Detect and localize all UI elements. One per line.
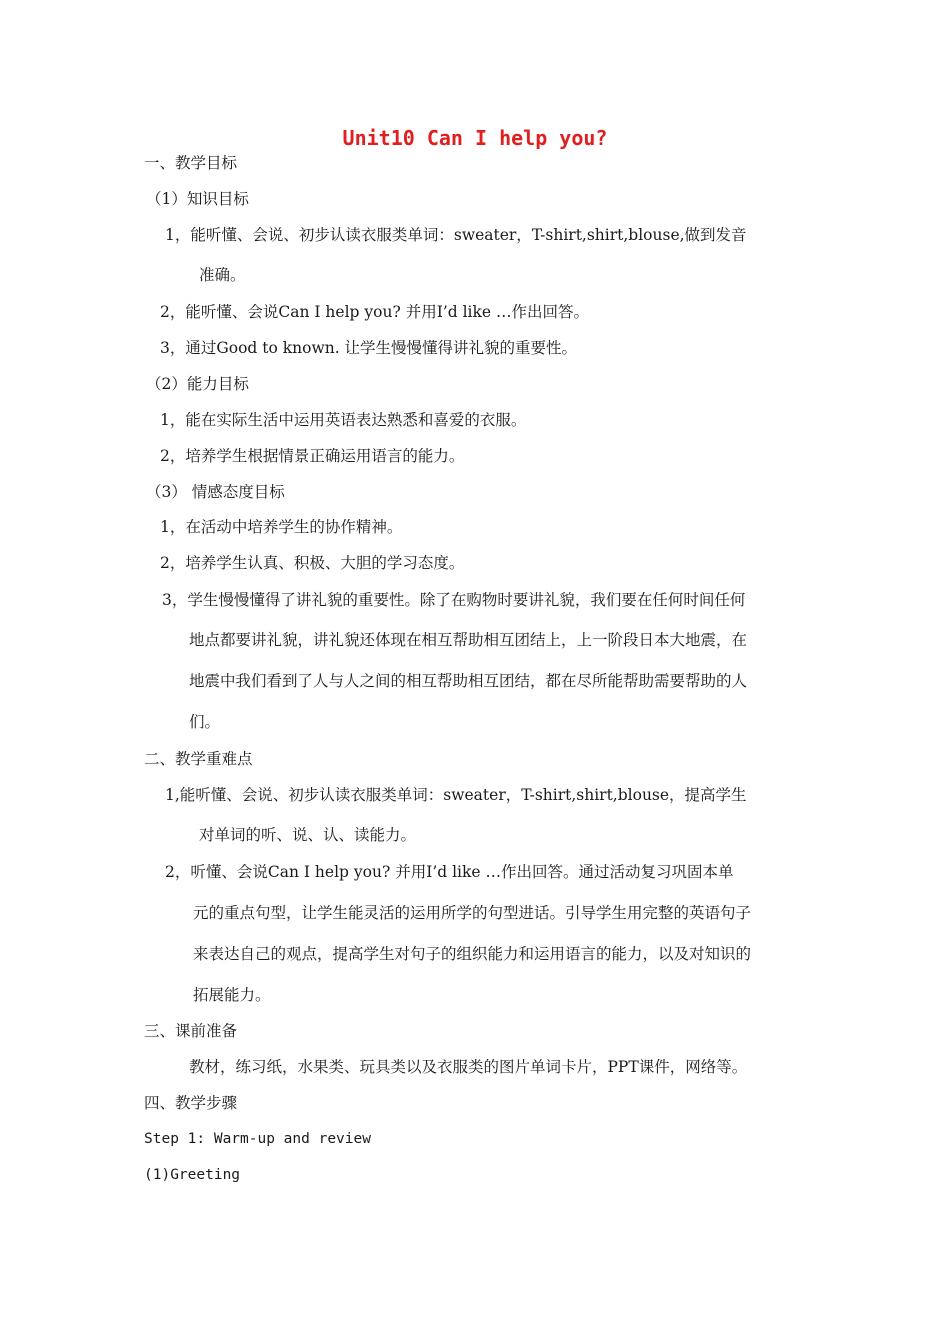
paragraph-line: 3，通过Good to known. 让学生慢慢懂得讲礼貌的重要性。 [160, 339, 578, 357]
subheading-ability: （2）能力目标 [146, 375, 249, 393]
paragraph-line: 地震中我们看到了人与人之间的相互帮助相互团结，都在尽所能帮助需要帮助的人 [189, 672, 748, 690]
paragraph-line: 来表达自己的观点，提高学生对句子的组织能力和运用语言的能力，以及对知识的 [193, 945, 752, 963]
paragraph-line: 元的重点句型，让学生能灵活的运用所学的句型进话。引导学生用完整的英语句子 [193, 904, 752, 922]
paragraph-line: 1，在活动中培养学生的协作精神。 [160, 518, 403, 536]
subheading-knowledge: （1）知识目标 [146, 190, 249, 208]
paragraph-line: 1，能在实际生活中运用英语表达熟悉和喜爱的衣服。 [160, 411, 527, 429]
document-title: Unit10 Can I help you? [342, 126, 608, 150]
paragraph-line: 拓展能力。 [193, 986, 271, 1004]
step-item: (1)Greeting [144, 1167, 241, 1183]
paragraph-line: 3，学生慢慢懂得了讲礼貌的重要性。除了在购物时要讲礼貌，我们要在任何时间任何 [162, 591, 746, 609]
section-heading-objectives: 一、教学目标 [144, 154, 238, 172]
paragraph-line: 2，能听懂、会说Can I help you? 并用I’d like …作出回答。 [160, 303, 589, 321]
section-heading-preparation: 三、课前准备 [144, 1022, 238, 1040]
paragraph-line: 2，听懂、会说Can I help you? 并用I’d like …作出回答。通过活动复习巩固本单 [165, 863, 734, 881]
paragraph-line: 2，培养学生根据情景正确运用语言的能力。 [160, 447, 465, 465]
section-heading-key-points: 二、教学重难点 [144, 750, 253, 768]
paragraph-line: 2，培养学生认真、积极、大胆的学习态度。 [160, 554, 465, 572]
paragraph-line: 教材，练习纸，水果类、玩具类以及衣服类的图片单词卡片，PPT课件，网络等。 [189, 1058, 748, 1076]
paragraph-line: 准确。 [199, 266, 246, 284]
subheading-attitude: （3） 情感态度目标 [146, 483, 285, 501]
paragraph-line: 地点都要讲礼貌，讲礼貌还体现在相互帮助相互团结上，上一阶段日本大地震，在 [189, 631, 748, 649]
step-heading: Step 1: Warm-up and review [144, 1131, 371, 1147]
paragraph-line: 1，能听懂、会说、初步认读衣服类单词：sweater，T-shirt,shirt,blouse,做到发音 [165, 226, 747, 244]
paragraph-line: 对单词的听、说、认、读能力。 [199, 826, 417, 844]
paragraph-line: 1,能听懂、会说、初步认读衣服类单词：sweater，T-shirt,shirt,blouse，提高学生 [165, 786, 747, 804]
paragraph-line: 们。 [189, 713, 221, 731]
section-heading-steps: 四、教学步骤 [144, 1094, 238, 1112]
